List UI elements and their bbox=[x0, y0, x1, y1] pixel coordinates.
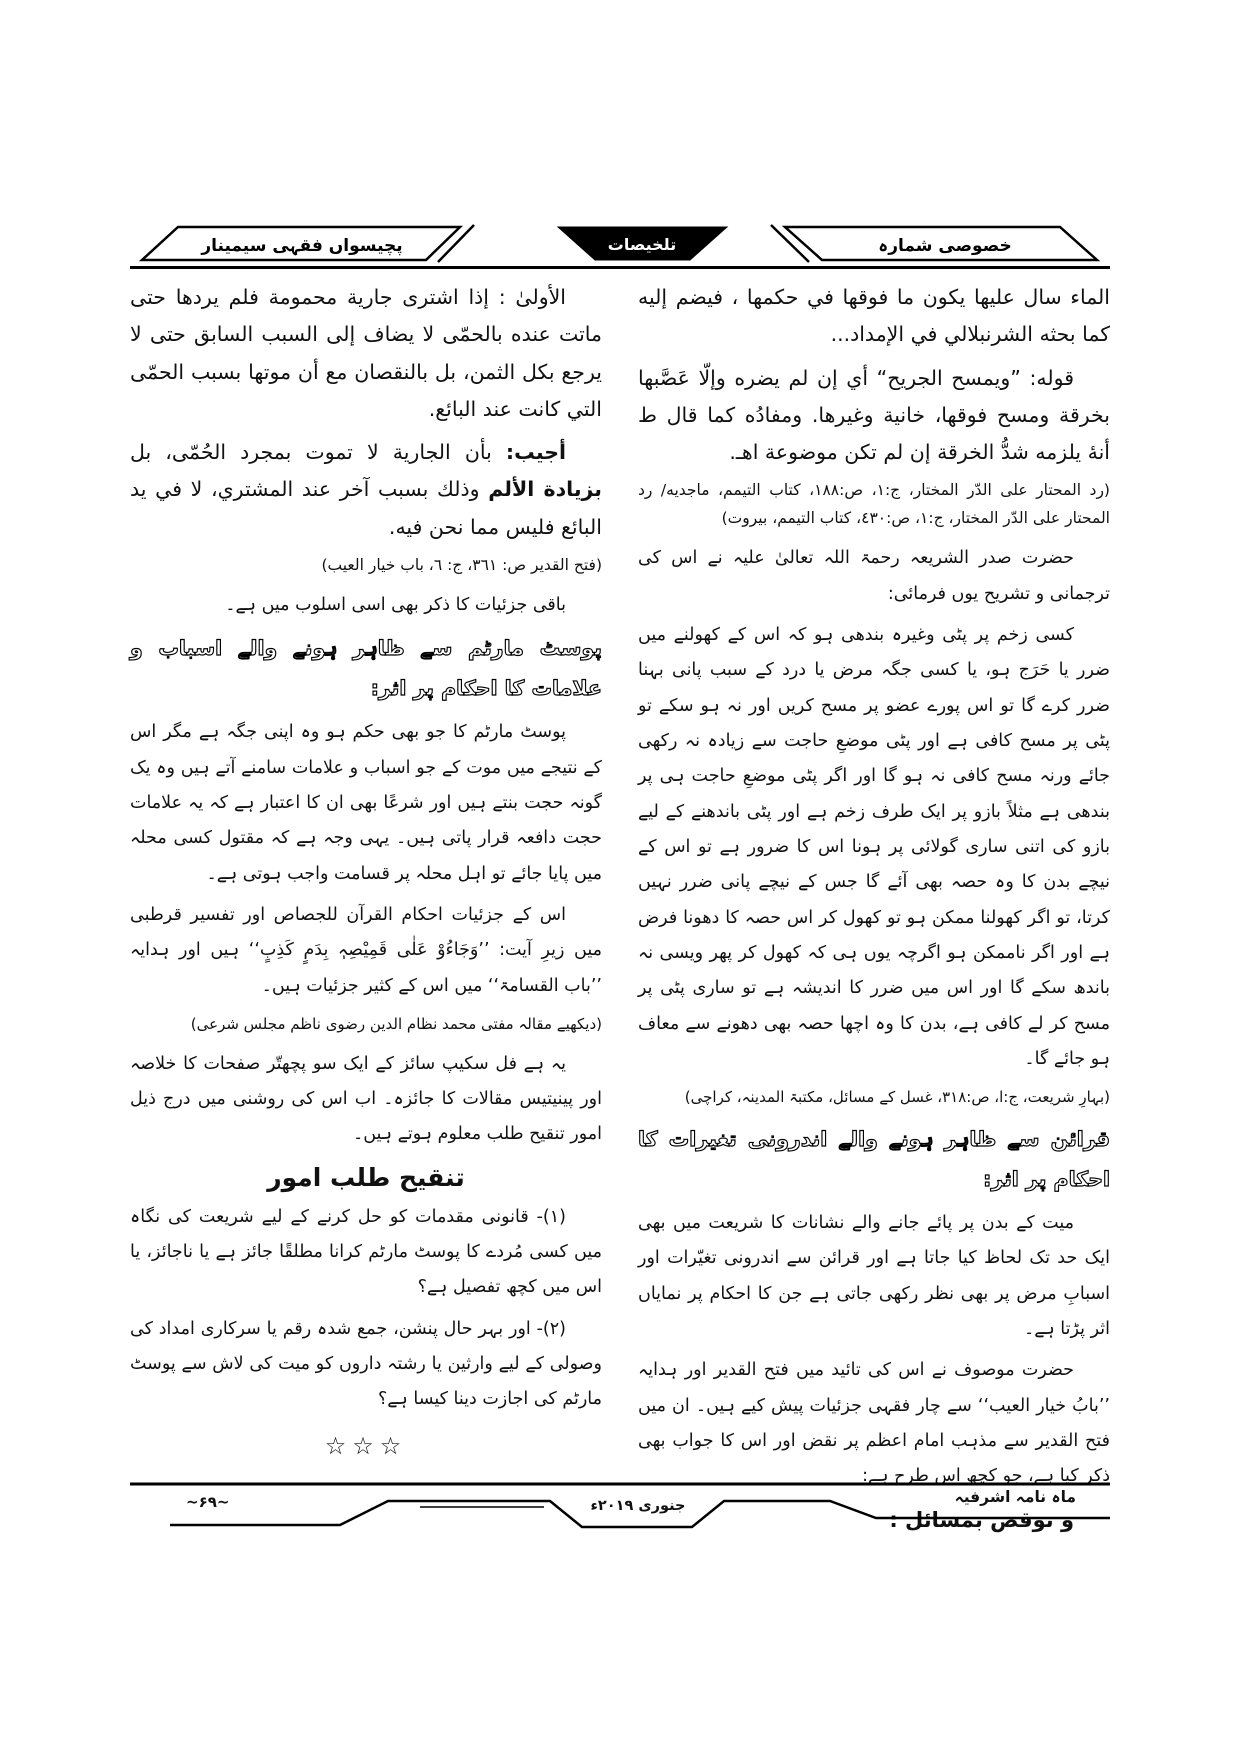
section-heading: پوسٹ مارٹم سے ظاہر ہونے والے اسباب و علامات کا احکام پر اثر: bbox=[130, 636, 602, 701]
answer-text: بأن الجارية لا تموت بمجرد الحُمّى، بل bbox=[130, 440, 492, 465]
section-heading: قرائن سے ظاہر ہونے والے اندرونی تغیرات کا احکام پر اثر: bbox=[638, 1126, 1110, 1191]
citation: (فتح القدير ص: ٣٦١، ج: ٦، باب خيار العيب) bbox=[321, 556, 602, 575]
page-header bbox=[130, 224, 1110, 269]
paragraph-urdu: حضرت موصوف نے اس کی تائید میں فتح القدیر اور ہدایہ ’’بابُ خیار العیب‘‘ سے چار فقہی جزئیات پیش کیے ہیں۔ ان میں فتح القدیر سے مذہب امام اعظم پر نقض اور اس کا جواب بھی ذکر کیا ہے، جو کچھ اس طرح ہے: bbox=[638, 1360, 1110, 1487]
right-column bbox=[638, 279, 1110, 1545]
answer-bold-phrase: بزيادة الألم bbox=[488, 477, 603, 502]
citation: (دیکھیے مقالہ مفتی محمد نظام الدین رضوی ناظم مجلس شرعی) bbox=[190, 1015, 602, 1033]
header-banner-graphic bbox=[130, 224, 1110, 264]
stars-divider-icon: ☆☆☆ bbox=[324, 1431, 408, 1460]
paragraph-urdu: اس کے جزئیات احکام القرآن للجصاص اور تفسیر قرطبی میں زیرِ آیت: ’’وَجَاءُوْ عَلٰی قَمِیْصِہٖ بِدَمٍ کَذِبٍ‘‘ ہیں اور ہدایہ ’’باب القسامۃ‘‘ میں اس کے کثیر جزئیات ہیں۔ bbox=[130, 904, 602, 996]
answer-lead: أجيب: bbox=[505, 440, 566, 465]
header-center-label: تلخیصات bbox=[607, 235, 677, 254]
paragraph-urdu: کسی زخم پر پٹی وغیرہ بندھی ہو کہ اس کے کھولنے میں ضرر یا حَرَج ہو، یا کسی جگہ مرض یا درد کے سبب پانی بہنا ضرر کرے گا تو اس پورے عضو پر مسح کریں اور نہ ہو سکے تو پٹی پر مسح کافی ہے اور پٹی موضعِ حاجت سے زیادہ نہ رکھی جائے ورنہ مسح کافی نہ ہو گا اور اگر پٹی موضعِ حاجت ہی پر بندھی ہے مثلاً بازو پر ایک طرف زخم ہے اور پٹی باندھنے کے لیے بازو کی اتنی ساری گولائی پر ہونا اس کا ضرور ہے تو اس کے نیچے بدن کا وہ حصہ بھی آئے گا جس کے نیچے پانی ضرر نہیں کرتا، تو اگر کھولنا ممکن ہو تو کھول کر اس حصہ کا دھونا فرض ہے اور اگر ناممکن ہو اگرچہ یوں ہی کہ کھول کر پھر ویسی نہ باندھ سکے گا اور اس میں ضرر کا اندیشہ ہے تو ساری پٹی پر مسح کر لے کافی ہے، بدن کا وہ اچھا حصہ بھی دھونے سے معاف ہو جائے گا۔ bbox=[638, 624, 1110, 1070]
left-column bbox=[130, 279, 602, 1466]
header-left-box bbox=[142, 225, 474, 262]
header-center-box bbox=[558, 227, 727, 260]
paragraph-urdu: پوسٹ مارٹم کا جو بھی حکم ہو وہ اپنی جگہ ہے مگر اس کے نتیجے میں موت کے جو اسباب و علامات سامنے آتے ہیں وہ یک گونہ حجت بنتے ہیں اور شرعًا بھی ان کا اعتبار ہے کہ یہ علامات حجت دافعہ قرار پاتی ہیں۔ یہی وجہ ہے کہ مقتول کسی محلہ میں پایا جائے تو اہل محلہ پر قسامت واجب ہوتی ہے۔ bbox=[130, 722, 602, 884]
paragraph-arabic bbox=[130, 434, 602, 546]
citation: (رد المحتار على الدّر المختار، ج:١، ص:١٨٨، كتاب التيمم، ماجديه/ رد المحتار على الدّر المختار، ج:١، ص:٤٣٠، كتاب التيمم، بيروت) bbox=[638, 481, 1110, 528]
page-number: ~۶۹~ bbox=[186, 1493, 230, 1511]
answer-text: وذلك بسبب آخر عند المشتري، لا في يد البائع فليس مما نحن فيه. bbox=[130, 477, 602, 539]
magazine-name: ماہ نامہ اشرفیہ bbox=[954, 1488, 1076, 1506]
paragraph-arabic: قوله: ”ويمسح الجريح“ أي إن لم يضره وإلّا عَصَّبها بخرقة ومسح فوقها، خانية وغيرها. ومفادُه كما قال ط أنهٔ يلزمه شدُّ الخرقة إن لم تكن موضوعة اهـ. bbox=[638, 365, 1110, 465]
section-heading-solid: تنقیح طلب امور bbox=[267, 1162, 465, 1192]
paragraph-arabic: الماء سال عليها يكون ما فوقها في حكمها ، فيضم إليه كما بحثه الشرنبلالي في الإمداد... bbox=[638, 285, 1110, 347]
paragraph-urdu: حضرت صدر الشریعہ رحمۃ اللہ تعالیٰ علیہ نے اس کی ترجمانی و تشریح یوں فرمائی: bbox=[638, 548, 1110, 604]
article-body bbox=[130, 279, 1110, 1545]
question-item: (۲)- اور بہر حال پنشن، جمع شدہ رقم یا سرکاری امداد کی وصولی کے لیے وارثین یا رشتہ داروں کو میت کی لاش سے پوسٹ مارٹم کی اجازت دینا کیسا ہے؟ bbox=[130, 1318, 602, 1410]
page-content bbox=[130, 224, 1110, 1545]
header-divider bbox=[130, 266, 1110, 269]
paragraph-arabic: الأولىٰ : إذا اشترى جارية محمومة فلم يردها حتى ماتت عنده بالحمّى لا يضاف إلى السبب السابق حتى لا يرجع بكل الثمن، بل بالنقصان مع أن موتها بسبب الحمّى التي كانت عند البائع. bbox=[130, 285, 602, 421]
paragraph-urdu: میت کے بدن پر پائے جانے والے نشانات کا شریعت میں بھی ایک حد تک لحاظ کیا جاتا ہے اور قرائن سے اندرونی تغیّرات اور اسبابِ مرض پر بھی نظر رکھی جاتی ہے جن کا احکام پر نمایاں اثر پڑتا ہے۔ bbox=[638, 1212, 1110, 1339]
header-left-label: پچیسواں فقہی سیمینار bbox=[201, 236, 403, 256]
paragraph-arabic-bold: و نوقض بمسائل : bbox=[889, 1507, 1074, 1532]
paragraph-urdu: باقی جزئیات کا ذکر بھی اسی اسلوب میں ہے۔ bbox=[225, 594, 566, 615]
question-item: (۱)- قانونی مقدمات کو حل کرنے کے لیے شریعت کی نگاہ میں کسی مُردے کا پوسٹ مارٹم کرانا مطلقًا جائز ہے یا ناجائز، یا اس میں کچھ تفصیل ہے؟ bbox=[130, 1206, 602, 1298]
page-footer bbox=[130, 1481, 1110, 1547]
issue-date: جنوری ۲۰۱۹ء bbox=[590, 1498, 686, 1514]
paragraph-urdu: یہ ہے فل سکیپ سائز کے ایک سو پچھتّر صفحات کا خلاصہ اور پینیتیس مقالات کا جائزہ۔ اب اس کی روشنی میں درج ذیل امور تنقیح طلب معلوم ہوتے ہیں۔ bbox=[130, 1053, 602, 1145]
header-right-label: خصوصی شمارہ bbox=[878, 236, 1012, 256]
citation: (بہارِ شریعت، ج:ا، ص:۳۱۸، غسل کے مسائل، مکتبۃ المدینہ، کراچی) bbox=[684, 1088, 1110, 1107]
header-right-box bbox=[771, 225, 1097, 262]
